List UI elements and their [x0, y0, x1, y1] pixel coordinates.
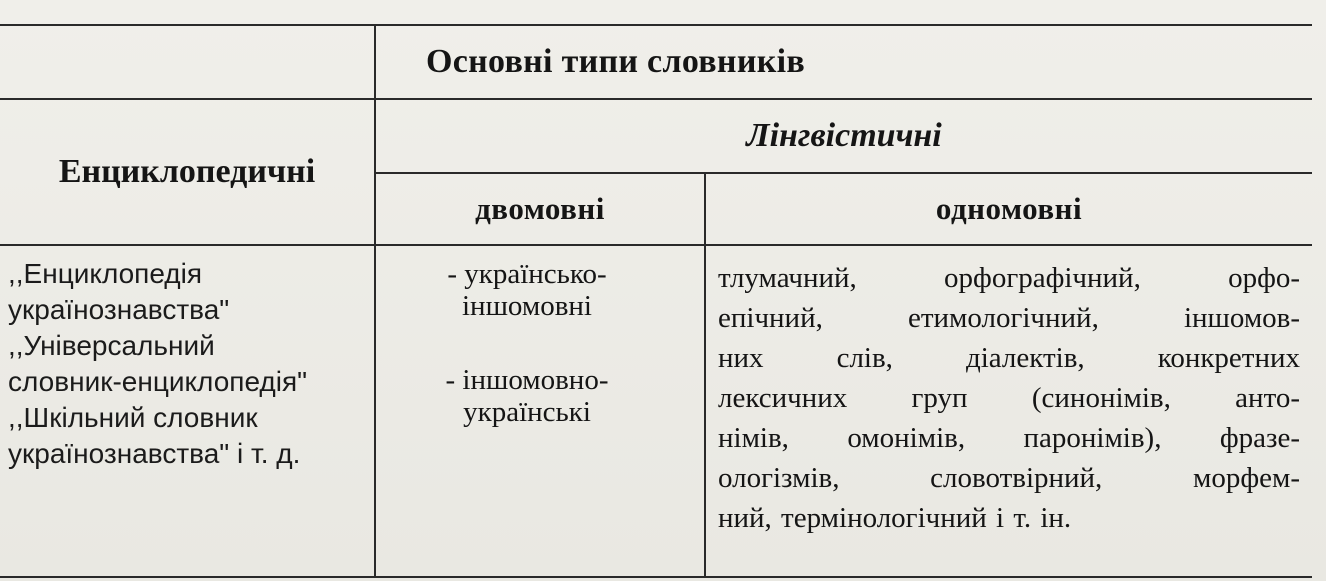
monolingual-header: одномовні: [705, 173, 1312, 245]
list-item-line: - українсько-: [447, 258, 607, 290]
encyclopedic-list: [0, 246, 374, 472]
text-line: німів, омонімів, паронімів), фразе-: [718, 422, 1301, 454]
text-line: епічний, етимологічний, іншомов-: [718, 302, 1301, 334]
dictionary-types-table: [0, 24, 1312, 578]
list-item: словник-енциклопедія": [8, 366, 308, 397]
text-line: лексичних груп (синонімів, анто-: [718, 382, 1301, 414]
bilingual-header: двомовні: [375, 173, 705, 245]
list-item: ,,Універсальний: [8, 330, 215, 361]
list-item: ,,Шкільний словник: [8, 402, 258, 433]
linguistic-header: Лінгвістичні: [375, 99, 1312, 173]
encyclopedic-header: Енциклопедичні: [0, 99, 375, 245]
text-line: тлумачний, орфографічний, орфо-: [718, 262, 1301, 294]
bilingual-list: [376, 246, 704, 428]
list-item-line: іншомовні: [462, 290, 592, 322]
list-item: [412, 364, 642, 428]
empty-corner-cell: [0, 25, 375, 99]
encyclopedic-cell: [0, 245, 375, 577]
table-title: Основні типи словників: [375, 25, 1312, 99]
text-line: ологізмів, словотвірний, морфем-: [718, 462, 1301, 494]
list-item-line: українські: [463, 396, 591, 428]
list-item-line: - іншомовно-: [445, 364, 609, 396]
bilingual-cell: [375, 245, 705, 577]
monolingual-cell: [705, 245, 1312, 577]
text-line: ний, термінологічний і т. ін.: [718, 502, 1072, 534]
text-line: них слів, діалектів, конкретних: [718, 342, 1301, 374]
list-item: українознавства": [8, 294, 230, 325]
list-item: ,,Енциклопедія: [8, 258, 203, 289]
list-item: українознавства" і т. д.: [8, 438, 301, 469]
monolingual-list: [706, 246, 1312, 538]
list-item: [412, 258, 642, 322]
